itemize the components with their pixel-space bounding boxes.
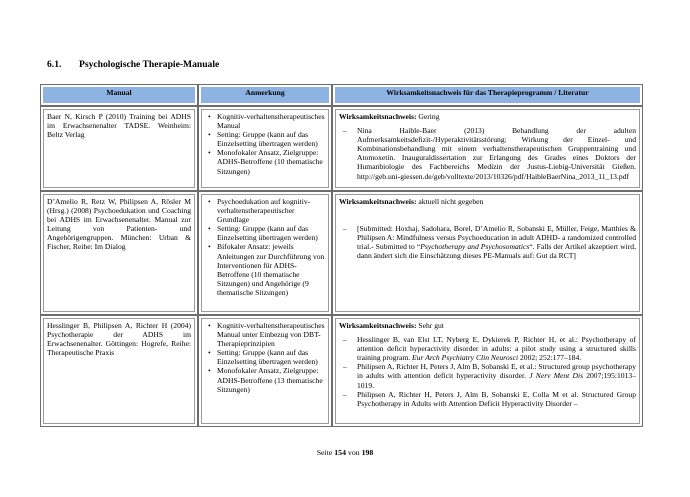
note-item: • Kognitiv-verhaltenstherapeutisches Manual unter Einbezug von DBT-Therapieprinzipien bbox=[217, 321, 325, 348]
note-item: • Monofokaler Ansatz, Zielgruppe: ADHS-Betroffene (10 thematische Sitzungen) bbox=[217, 148, 325, 175]
footer-middle: von bbox=[345, 448, 362, 457]
table-header-row bbox=[40, 84, 643, 106]
total-page-count: 198 bbox=[361, 448, 374, 457]
reference-text: [Submitted: Hoxhaj, Sadohara, Borel, D’Amelio R, Sobanski E, Müller, Feige, Matthies & Philipsen A: Mindfulness versus Psychoeducation in adult ADHD- a randomized controlled trial.- Submitted to “ bbox=[357, 224, 636, 252]
reference-tail: 2007;195:1013–1019. bbox=[357, 371, 636, 390]
note-item: • Bifokaler Ansatz: jeweils Anleitungen zur Durchführung von Interventionen für ADHS-Betroffene (10 thematische Sitzungen) und Angehörige (9 thematische Sitzungen) bbox=[217, 242, 325, 297]
evidence-value: Gering bbox=[416, 112, 440, 121]
notes-cell bbox=[198, 191, 332, 315]
table-row bbox=[40, 106, 643, 191]
note-item: • Setting: Gruppe (kann auf das Einzelsetting übertragen werden) bbox=[217, 348, 325, 366]
note-item: • Monofokaler Ansatz, Zielgruppe: ADHS-Betroffene (13 thematische Sitzungen) bbox=[217, 366, 325, 393]
evidence-line bbox=[339, 197, 636, 206]
column-header-manual: Manual bbox=[40, 84, 198, 106]
table-row bbox=[40, 315, 643, 427]
reference-text: Hesslinger B, van Elst LT, Nyberg E, Dykierek P, Richter H, et al.: Psychotherapy of attention deficit hyperactivity disorder in adults: a pilot study using a structured skills training program. bbox=[357, 335, 636, 363]
reference-journal: Eur Arch Psychiatry Clin Neurosci bbox=[412, 353, 519, 363]
notes-cell bbox=[198, 106, 332, 191]
reference-journal: J Nerv Ment Dis bbox=[529, 371, 584, 381]
evidence-label: Wirksamkeitsnachweis: bbox=[339, 112, 417, 121]
manual-cell: Hesslinger B, Philipsen A, Richter H (2004) Psychotherapie der ADHS im Erwachsenenalter. Göttingen: Hogrefe, Reihe: Therapeutische Praxis bbox=[40, 315, 198, 427]
table-row bbox=[40, 191, 643, 315]
reference-journal: Psychotherapy and Psychosomatics bbox=[420, 242, 530, 252]
section-title: Psychologische Therapie-Manuale bbox=[79, 59, 220, 70]
reference-text: Philipsen A, Richter H, Peters J, Alm B, Sobanski E, et al.: Structured group psychotherapy in adults with attention deficit hyperactivity disorder. bbox=[357, 362, 636, 381]
footer-prefix: Seite bbox=[316, 448, 335, 457]
evidence-cell bbox=[332, 191, 643, 315]
manual-cell: D’Amelio R, Retz W, Philipsen A, Rösler M (Hrsg.) (2008) Psychoedukation und Coaching bei ADHS im Erwachsenenalter. Manual zur Leitung von Patienten- und Angehörigengruppen. München: Urban & Fischer, Reihe: Im Dialog bbox=[40, 191, 198, 315]
manual-cell: Baer N, Kirsch P (2010) Training bei ADHS im Erwachsenenalter TADSE. Weinheim: Beltz Verlag bbox=[40, 106, 198, 191]
reference-item bbox=[357, 126, 636, 181]
reference-item bbox=[357, 224, 636, 260]
evidence-line bbox=[339, 321, 636, 330]
reference-tail: “. Falls der Artikel akzeptiert wird, dann ändert sich die Einschätzung dieses PE-Manuals auf: Gut da RCT] bbox=[357, 242, 636, 261]
reference-item bbox=[357, 362, 636, 389]
evidence-value: Sehr gut bbox=[416, 321, 444, 330]
reference-item bbox=[357, 335, 636, 362]
reference-tail: 2002; 252:177–184. bbox=[518, 353, 582, 363]
notes-cell bbox=[198, 315, 332, 427]
section-number: 6.1. bbox=[47, 59, 62, 70]
current-page-number: 154 bbox=[334, 448, 346, 457]
page-footer bbox=[0, 448, 690, 457]
column-header-anmerkung: Anmerkung bbox=[198, 84, 332, 106]
evidence-line bbox=[339, 112, 636, 121]
evidence-cell bbox=[332, 106, 643, 191]
note-item: • Setting: Gruppe (kann auf das Einzelsetting übertragen werden) bbox=[217, 224, 325, 242]
note-item: • Setting: Gruppe (kann auf das Einzelsetting übertragen werden) bbox=[217, 130, 325, 148]
evidence-value: aktuell nicht gegeben bbox=[416, 197, 484, 206]
section-heading bbox=[47, 59, 219, 70]
column-header-wirksamkeit: Wirksamkeitsnachweis für das Therapieprogramm / Literatur bbox=[332, 84, 643, 106]
evidence-label: Wirksamkeitsnachweis: bbox=[339, 197, 417, 206]
evidence-label: Wirksamkeitsnachweis: bbox=[339, 321, 417, 330]
evidence-cell bbox=[332, 315, 643, 427]
note-item: • Kognitiv-verhaltenstherapeutisches Manual bbox=[217, 112, 325, 130]
reference-text: Philipsen A, Richter H, Peters J, Alm B, Sobanski E, Colla M et al. Structured Group Psychotherapy in Adults with Attention Deficit Hyperactivity Disorder – bbox=[357, 389, 636, 408]
note-item: • Psychoedukation auf kognitiv-verhaltenstherapeutischer Grundlage bbox=[217, 197, 325, 224]
reference-text: Nina Haible-Baer (2013) Behandlung der adulten Aufmerksamkeitsdefizit-/Hyperaktivitätsstörung: Wirkung der Einzel- und Kombinationsbehandlung mit einem verhaltenstherapeutischen Gruppentraining und Atomoxetin. Inauguraldissertation zur Erlangung des Grades eines Doktors der Humanbiologie des Fachbereichs Medizin der Justus-Liebig-Universität Gießen. http://geb.uni-giessen.de/geb/volltexte/2013/10326/pdf/HaibleBaerNina_2013_11_13.pdf bbox=[357, 126, 636, 181]
manual-table bbox=[40, 84, 643, 427]
reference-item bbox=[357, 390, 636, 408]
